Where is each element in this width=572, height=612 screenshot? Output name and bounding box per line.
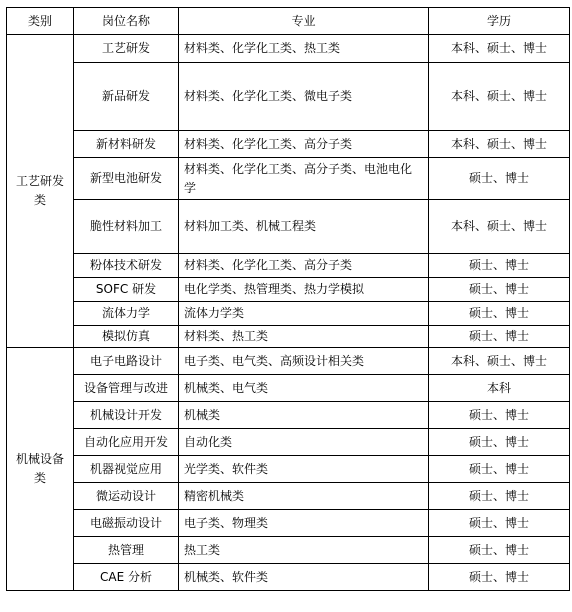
major-cell: 精密机械类 — [179, 483, 429, 510]
major-cell: 材料类、热工类 — [179, 326, 429, 348]
position-cell: 粉体技术研发 — [74, 254, 179, 278]
position-cell: 脆性材料加工 — [74, 200, 179, 254]
major-cell: 材料加工类、机械工程类 — [179, 200, 429, 254]
degree-cell: 本科 — [429, 375, 570, 402]
recruitment-table-sheet — [6, 7, 569, 591]
major-cell: 光学类、软件类 — [179, 456, 429, 483]
degree-cell: 硕士、博士 — [429, 158, 570, 200]
position-cell: 微运动设计 — [74, 483, 179, 510]
category-cell-process-rd: 工艺研发类 — [7, 35, 74, 348]
degree-cell: 硕士、博士 — [429, 537, 570, 564]
major-cell: 材料类、化学化工类、热工类 — [179, 35, 429, 63]
table-row — [7, 254, 570, 278]
position-cell: 新材料研发 — [74, 131, 179, 158]
table-row — [7, 200, 570, 254]
degree-cell: 本科、硕士、博士 — [429, 348, 570, 375]
table-row — [7, 131, 570, 158]
major-cell: 材料类、化学化工类、微电子类 — [179, 63, 429, 131]
table-row — [7, 510, 570, 537]
major-cell: 机械类、电气类 — [179, 375, 429, 402]
table-row — [7, 375, 570, 402]
degree-cell: 硕士、博士 — [429, 278, 570, 302]
degree-cell: 硕士、博士 — [429, 456, 570, 483]
major-cell: 电子类、物理类 — [179, 510, 429, 537]
major-cell: 自动化类 — [179, 429, 429, 456]
header-degree: 学历 — [429, 8, 570, 35]
position-cell: 工艺研发 — [74, 35, 179, 63]
position-cell: 新品研发 — [74, 63, 179, 131]
degree-cell: 硕士、博士 — [429, 326, 570, 348]
table-row — [7, 456, 570, 483]
degree-cell: 本科、硕士、博士 — [429, 63, 570, 131]
major-cell: 电化学类、热管理类、热力学模拟 — [179, 278, 429, 302]
major-cell: 电子类、电气类、高频设计相关类 — [179, 348, 429, 375]
degree-cell: 硕士、博士 — [429, 254, 570, 278]
degree-cell: 硕士、博士 — [429, 429, 570, 456]
position-cell: 设备管理与改进 — [74, 375, 179, 402]
degree-cell: 本科、硕士、博士 — [429, 35, 570, 63]
position-cell: 机械设计开发 — [74, 402, 179, 429]
position-cell: 模拟仿真 — [74, 326, 179, 348]
header-position: 岗位名称 — [74, 8, 179, 35]
major-cell: 材料类、化学化工类、高分子类、电池电化学 — [179, 158, 429, 200]
degree-cell: 硕士、博士 — [429, 302, 570, 326]
degree-cell: 硕士、博士 — [429, 564, 570, 591]
degree-cell: 本科、硕士、博士 — [429, 131, 570, 158]
header-row — [7, 8, 570, 35]
table-row — [7, 402, 570, 429]
major-cell: 流体力学类 — [179, 302, 429, 326]
recruitment-table — [6, 7, 570, 591]
position-cell: 热管理 — [74, 537, 179, 564]
position-cell: 电磁振动设计 — [74, 510, 179, 537]
table-row — [7, 348, 570, 375]
position-cell: 流体力学 — [74, 302, 179, 326]
major-cell: 材料类、化学化工类、高分子类 — [179, 254, 429, 278]
degree-cell: 硕士、博士 — [429, 510, 570, 537]
position-cell: 机器视觉应用 — [74, 456, 179, 483]
major-cell: 机械类、软件类 — [179, 564, 429, 591]
table-row — [7, 278, 570, 302]
degree-cell: 本科、硕士、博士 — [429, 200, 570, 254]
category-cell-mechanical: 机械设备类 — [7, 348, 74, 591]
table-row — [7, 35, 570, 63]
degree-cell: 硕士、博士 — [429, 402, 570, 429]
table-row — [7, 302, 570, 326]
header-major: 专业 — [179, 8, 429, 35]
degree-cell: 硕士、博士 — [429, 483, 570, 510]
header-category: 类别 — [7, 8, 74, 35]
table-row — [7, 564, 570, 591]
position-cell: 自动化应用开发 — [74, 429, 179, 456]
position-cell: CAE 分析 — [74, 564, 179, 591]
position-cell: SOFC 研发 — [74, 278, 179, 302]
major-cell: 机械类 — [179, 402, 429, 429]
table-row — [7, 483, 570, 510]
table-row — [7, 326, 570, 348]
position-cell: 电子电路设计 — [74, 348, 179, 375]
table-row — [7, 158, 570, 200]
major-cell: 材料类、化学化工类、高分子类 — [179, 131, 429, 158]
table-row — [7, 537, 570, 564]
table-row — [7, 63, 570, 131]
position-cell: 新型电池研发 — [74, 158, 179, 200]
table-row — [7, 429, 570, 456]
major-cell: 热工类 — [179, 537, 429, 564]
